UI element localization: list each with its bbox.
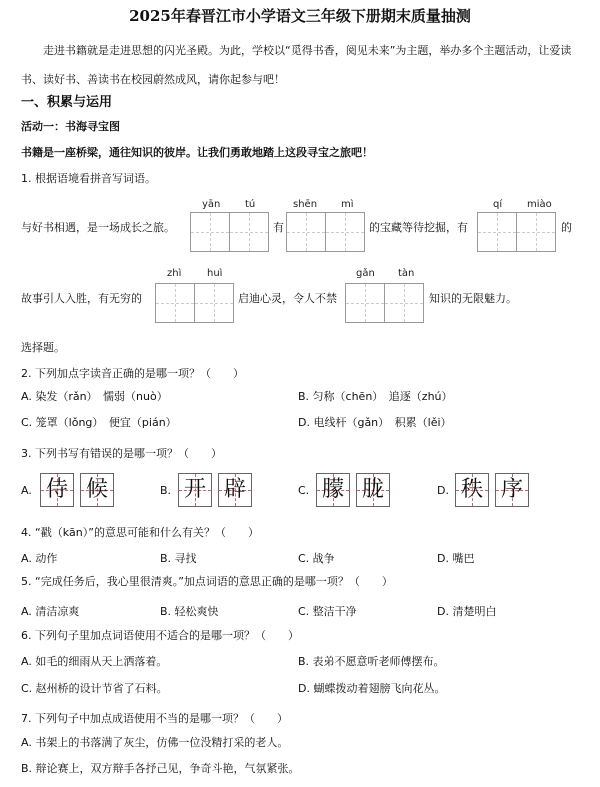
pinyin: mì	[341, 199, 354, 210]
answer-box[interactable]	[190, 212, 230, 252]
option-c[interactable]: C. 笼罩（lǒng） 便宜（pián）	[21, 416, 177, 429]
grid-char: 胧	[361, 477, 384, 502]
answer-box[interactable]	[477, 212, 517, 252]
q1-text: 的宝藏等待挖掘，有	[369, 221, 468, 234]
answer-box[interactable]	[286, 212, 326, 252]
option-a[interactable]: A. 染发（rǎn） 懦弱（nuò）	[21, 390, 168, 403]
q2-stem: 2. 下列加点字读音正确的是哪一项？（ ）	[21, 367, 244, 380]
answer-box[interactable]	[229, 212, 269, 252]
option-a[interactable]: A.	[21, 484, 32, 497]
q1-text: 与好书相遇，是一场成长之旅。	[21, 221, 175, 234]
option-c[interactable]: C. 战争	[298, 552, 335, 565]
option-c[interactable]: C.	[298, 484, 310, 497]
option-c[interactable]: C. 整洁干净	[298, 605, 357, 618]
activity-heading: 活动一：书海寻宝图	[21, 120, 120, 133]
option-d[interactable]: D.	[437, 484, 449, 497]
q1-text: 知识的无限魅力。	[429, 292, 517, 305]
grid-char: 秩	[460, 477, 483, 502]
answer-box[interactable]	[384, 283, 424, 323]
answer-box[interactable]	[194, 283, 234, 323]
pinyin: qí	[493, 199, 503, 210]
option-d[interactable]: D. 嘴巴	[437, 552, 475, 565]
option-d[interactable]: D. 电线杆（gǎn） 积累（lěi）	[298, 416, 452, 429]
q1-stem: 1. 根据语境看拼音写词语。	[21, 172, 156, 185]
option-d[interactable]: D. 清楚明白	[437, 605, 497, 618]
grid-char: 开	[183, 477, 206, 502]
option-a[interactable]: A. 书架上的书落满了灰尘，仿佛一位没精打采的老人。	[21, 736, 289, 749]
option-b[interactable]: B. 寻找	[160, 552, 197, 565]
pinyin: tàn	[398, 268, 415, 279]
pinyin: zhì	[167, 268, 182, 279]
answer-box[interactable]	[155, 283, 195, 323]
pinyin: gǎn	[356, 268, 375, 279]
section-label: 选择题。	[21, 341, 65, 354]
q1-text: 启迪心灵，令人不禁	[238, 292, 337, 305]
option-b[interactable]: B. 匀称（chēn） 追逐（zhú）	[298, 390, 453, 403]
option-b[interactable]: B.	[160, 484, 172, 497]
q1-text: 有	[273, 221, 284, 234]
section-heading: 一、积累与运用	[21, 95, 113, 110]
option-b[interactable]: B. 辩论赛上，双方辩手各抒己见，争奇斗艳，气氛紧张。	[21, 762, 300, 775]
q1-text: 的	[561, 221, 572, 234]
intro-paragraph: 走进书籍就是走进思想的闪光圣殿。为此，学校以“觅得书香，阅见未来”为主题，举办多个主题活动，让爱读书、读好书、善读书在校园蔚然成风，请你起参与吧！	[21, 44, 572, 86]
option-a[interactable]: A. 清洁凉爽	[21, 605, 80, 618]
q3-stem: 3. 下列书写有错误的是哪一项？（ ）	[21, 447, 222, 460]
page-title: 2025年春晋江市小学语文三年级下册期末质量抽测	[129, 7, 471, 25]
option-b[interactable]: B. 表弟不愿意听老师傅摆布。	[298, 655, 445, 668]
pinyin: huì	[207, 268, 223, 279]
grid-char: 候	[85, 477, 108, 502]
q6-stem: 6. 下列句子里加点词语使用不适合的是哪一项？（ ）	[21, 629, 299, 642]
option-c[interactable]: C. 赵州桥的设计节省了石料。	[21, 682, 168, 695]
pinyin: miào	[527, 199, 552, 210]
pinyin: shēn	[293, 199, 318, 210]
q1-text: 故事引人入胜，有无穷的	[21, 292, 142, 305]
option-b[interactable]: B. 轻松爽快	[160, 605, 219, 618]
q5-stem: 5. “完成任务后，我心里很清爽。”加点词语的意思正确的是哪一项？（ ）	[21, 575, 393, 588]
q4-stem: 4. “戳（kān）”的意思可能和什么有关？（ ）	[21, 526, 259, 539]
option-a[interactable]: A. 动作	[21, 552, 58, 565]
grid-char: 序	[500, 477, 523, 502]
grid-char: 侍	[45, 477, 68, 502]
q7-stem: 7. 下列句子中加点成语使用不当的是哪一项？（ ）	[21, 712, 288, 725]
answer-box[interactable]	[345, 283, 385, 323]
option-a[interactable]: A. 如毛的细雨从天上洒落着。	[21, 655, 168, 668]
grid-char: 辟	[223, 477, 246, 502]
pinyin: tú	[245, 199, 256, 210]
option-d[interactable]: D. 蝴蝶拨动着翅膀飞向花丛。	[298, 682, 446, 695]
slogan: 书籍是一座桥梁，通往知识的彼岸。让我们勇敢地踏上这段寻宝之旅吧！	[21, 146, 373, 159]
grid-char: 朦	[321, 477, 344, 502]
answer-box[interactable]	[516, 212, 556, 252]
answer-box[interactable]	[325, 212, 365, 252]
pinyin: yān	[202, 199, 221, 210]
